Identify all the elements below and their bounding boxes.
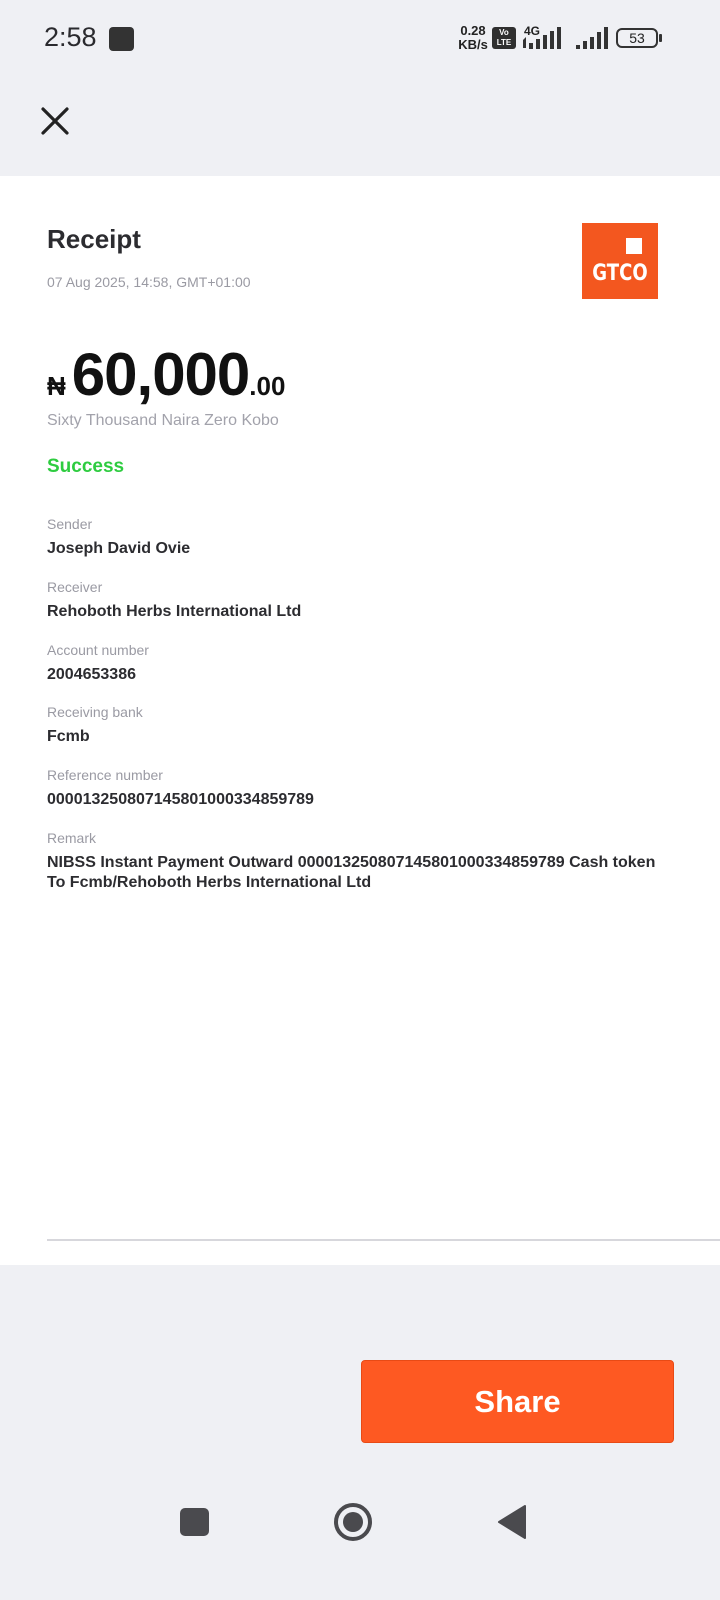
- receipt-card: [0, 176, 720, 1265]
- field-label: Sender: [47, 516, 93, 532]
- close-button[interactable]: [34, 100, 76, 142]
- field-value: Rehoboth Herbs International Ltd: [47, 602, 302, 620]
- network-speed: [456, 24, 490, 52]
- volte-top: Vo: [499, 28, 509, 37]
- share-button[interactable]: Share: [361, 1360, 674, 1443]
- currency-symbol: ₦: [47, 371, 66, 401]
- status-time: 2:58: [44, 22, 97, 52]
- field-reference-number: [47, 768, 677, 831]
- field-label: Receiver: [47, 578, 103, 595]
- battery-icon: 53: [616, 28, 658, 48]
- receipt-details: [47, 517, 677, 894]
- battery-tip: [659, 34, 662, 42]
- status-badge: Success: [47, 456, 125, 477]
- receipt-title: Receipt: [47, 224, 141, 254]
- field-receiving-bank: [47, 705, 677, 768]
- status-bar: [0, 0, 720, 78]
- field-value: NIBSS Instant Payment Outward 000013250807145801000334859789 Cash token To Fcmb/Rehoboth Herbs International Ltd: [47, 853, 656, 891]
- field-account-number: [47, 643, 677, 706]
- field-value: 2004653386: [47, 665, 136, 683]
- volte-bottom: LTE: [496, 38, 512, 47]
- field-label: Reference number: [47, 767, 163, 783]
- logo-text: GTCO: [592, 261, 648, 286]
- home-button[interactable]: [333, 1502, 373, 1542]
- close-icon: [40, 106, 70, 136]
- bank-logo: [582, 223, 658, 299]
- receipt-date: 07 Aug 2025, 14:58, GMT+01:00: [47, 274, 251, 290]
- amount-in-words: Sixty Thousand Naira Zero Kobo: [47, 412, 279, 429]
- signal-1-icon: [521, 26, 567, 50]
- field-remark: [47, 831, 677, 894]
- field-label: Remark: [47, 829, 97, 846]
- network-type: 4G: [524, 24, 541, 38]
- volte-icon: [492, 27, 516, 49]
- field-sender: [47, 517, 677, 580]
- field-label: Account number: [47, 641, 149, 658]
- field-value: 000013250807145801000334859789: [47, 791, 314, 808]
- network-speed-value: 0.28: [460, 23, 486, 38]
- field-value: Fcmb: [47, 728, 90, 746]
- network-speed-unit: KB/s: [458, 37, 488, 52]
- logo-square: [626, 238, 642, 254]
- recents-button[interactable]: [180, 1508, 209, 1536]
- back-button[interactable]: [497, 1504, 527, 1540]
- amount: [47, 340, 285, 410]
- divider: [47, 1239, 720, 1241]
- app-notification-icon: [109, 27, 134, 51]
- field-label: Receiving bank: [47, 704, 143, 721]
- field-receiver: [47, 580, 677, 643]
- field-value: Joseph David Ovie: [47, 540, 191, 557]
- amount-decimal: .00: [249, 371, 286, 401]
- amount-main: 60,000: [71, 341, 250, 408]
- signal-2-icon: [575, 26, 609, 50]
